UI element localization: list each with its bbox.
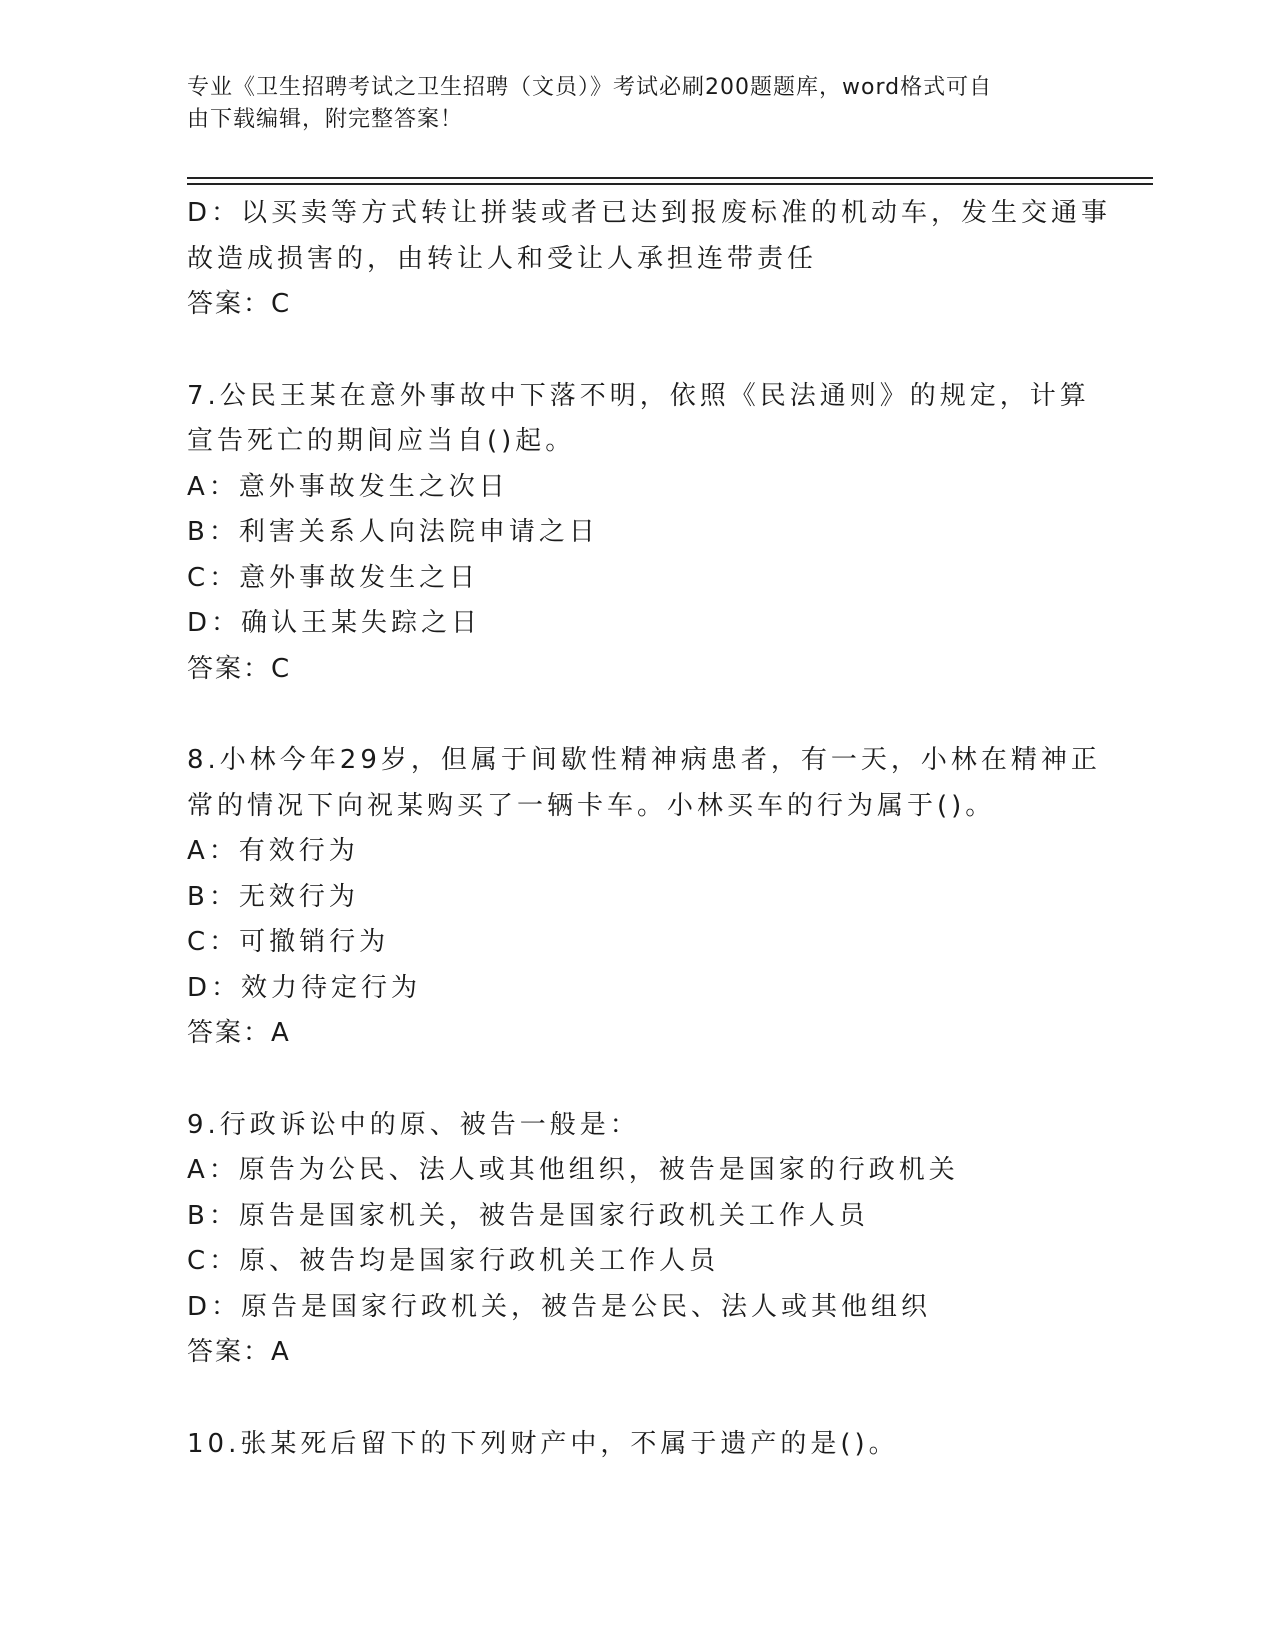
option-a: A：有效行为 (187, 836, 359, 866)
question-stem: 10.张某死后留下的下列财产中，不属于遗产的是()。 (187, 1428, 899, 1459)
option-b: B：利害关系人向法院申请之日 (187, 517, 599, 547)
answer-line: 答案：C (187, 289, 292, 319)
header-divider-top (187, 177, 1153, 179)
spacer (187, 328, 1087, 374)
option-c: C：可撤销行为 (187, 927, 390, 957)
question-stem-continued: 宣告死亡的期间应当自()起。 (187, 426, 576, 456)
option-b: B：原告是国家机关，被告是国家行政机关工作人员 (187, 1200, 869, 1231)
option-c: C：意外事故发生之日 (187, 562, 480, 593)
header-divider-bottom (187, 183, 1153, 185)
answer-line: 答案：A (187, 1018, 291, 1048)
question-stem: 8.小林今年29岁，但属于间歇性精神病患者，有一天，小林在精神正 (187, 745, 1101, 775)
question-stem-continued: 常的情况下向祝某购买了一辆卡车。小林买车的行为属于()。 (187, 790, 996, 821)
prev-question-block (187, 191, 1112, 328)
spacer (187, 692, 1087, 738)
option-d: D：原告是国家行政机关，被告是公民、法人或其他组织 (187, 1291, 932, 1322)
question-10 (187, 1422, 1087, 1468)
option-d: D：效力待定行为 (187, 972, 422, 1003)
option-c: C：原、被告均是国家行政机关工作人员 (187, 1246, 720, 1276)
option-d: D：以买卖等方式转让拼装或者已达到报废标准的机动车，发生交通事 (187, 198, 1112, 228)
question-8 (187, 738, 1101, 1057)
spacer (187, 1376, 1087, 1422)
header-line-2: 由下载编辑，附完整答案！ (187, 107, 464, 132)
option-a: A：意外事故发生之次日 (187, 471, 509, 502)
header-line-1: 专业《卫生招聘考试之卫生招聘（文员）》考试必刷200题题库，word格式可自 (187, 75, 993, 100)
answer-line: 答案：A (187, 1337, 291, 1367)
question-stem: 9.行政诉讼中的原、被告一般是： (187, 1109, 640, 1140)
option-a: A：原告为公民、法人或其他组织，被告是国家的行政机关 (187, 1155, 959, 1185)
question-stem: 7.公民王某在意外事故中下落不明，依照《民法通则》的规定，计算 (187, 380, 1090, 411)
answer-line: 答案：C (187, 653, 292, 684)
option-d: D：确认王某失踪之日 (187, 608, 482, 638)
question-list (187, 191, 1112, 1467)
document-header (187, 72, 1067, 136)
option-d-continued: 故造成损害的，由转让人和受让人承担连带责任 (187, 243, 818, 274)
option-b: B：无效行为 (187, 881, 359, 912)
question-7 (187, 374, 1090, 693)
question-9 (187, 1103, 1087, 1376)
spacer (187, 1057, 1087, 1103)
